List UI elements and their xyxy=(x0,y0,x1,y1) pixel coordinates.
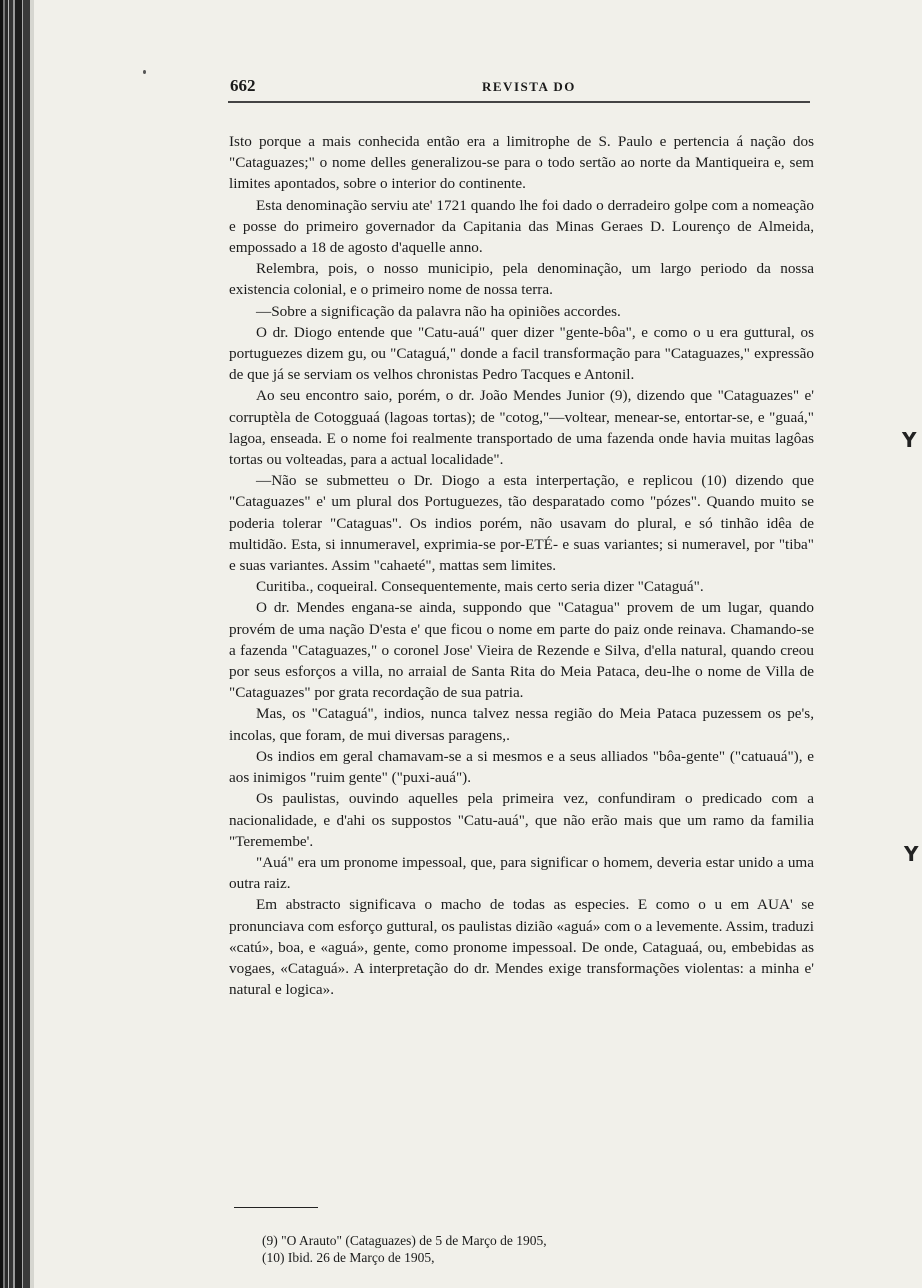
paragraph: —Não se submetteu o Dr. Diogo a esta interpertação, e replicou (10) dizendo que "Cataguazes" e' um plural dos Portuguezes, tão desparatado como "pózes". Quando muito se poderia tolerar "Cataguas". Os indios porém, não usavam do plural, e só tinhão idêa de multidão. Esta, si innumeravel, exprimia-se por-ETÉ- e suas variantes; si numeravel, por "tiba" e suas variantes. Assim "cahaeté", mattas sem limites. xyxy=(229,472,814,575)
margin-mark: Y xyxy=(902,428,917,452)
footnote-rule xyxy=(234,1207,318,1208)
footnote: (9) "O Arauto" (Cataguazes) de 5 de Março de 1905, xyxy=(262,1233,547,1248)
running-title: REVISTA DO xyxy=(482,79,576,94)
paper-speck xyxy=(143,70,146,74)
paragraph: Os paulistas, ouvindo aquelles pela primeira vez, confundiram o predicado com a nacionalidade, e d'ahi os suppostos "Catu-auá", que não erão mais que um ramo da familia "Teremembe'. xyxy=(229,790,814,850)
page-number: 662 xyxy=(230,76,256,95)
book-binding-edge xyxy=(0,0,34,1288)
paragraph: Os indios em geral chamavam-se a si mesmos e a seus alliados "bôa-gente" ("catuauá"), e aos inimigos "ruim gente" ("puxi-auá"). xyxy=(229,747,814,787)
paragraph: —Sobre a significação da palavra não ha opiniões accordes. xyxy=(256,302,621,320)
margin-mark: Y xyxy=(904,842,919,866)
page-header xyxy=(228,76,812,100)
paragraph: O dr. Diogo entende que "Catu-auá" quer dizer "gente-bôa", e como o u era guttural, os portuguezes dizem gu, ou "Cataguá," donde a facil transformação para "Cataguazes," expressão de que já se serviam os velhos chronistas Pedro Tacques e Antonil. xyxy=(229,323,814,384)
footnotes xyxy=(262,1232,782,1266)
paragraph: Esta denominação serviu ate' 1721 quando lhe foi dado o derradeiro golpe com a nomeação e posse do primeiro governador da Capitania das Minas Geraes D. Lourenço de Almeida, empossado a 18 de agosto d'aquelle anno. xyxy=(229,196,814,257)
paragraph: Relembra, pois, o nosso municipio, pela denominação, um largo periodo da nossa existencia colonial, e o primeiro nome de nossa terra. xyxy=(229,260,814,299)
paragraph: Em abstracto significava o macho de todas as especies. E como o u em AUA' se pronunciava com esforço guttural, os paulistas dizião «aguá» com o a levemente. Assim, traduzi «catú», boa, e «aguá», gente, como pronome impessoal. De onde, Cataguaá, ou, embebidas as vogaes, «Cataguá». A interpretação do dr. Mendes exige transformações violentas: a minha e' natural e logica». xyxy=(229,896,814,999)
paragraph: Mas, os "Cataguá", indios, nunca talvez nessa região do Meia Pataca puzessem os pe's, incolas, que foram, de mui diversas paragens,. xyxy=(229,705,814,744)
footnote: (10) Ibid. 26 de Março de 1905, xyxy=(262,1250,435,1265)
header-rule xyxy=(228,101,810,103)
paragraph: Curitiba., coqueiral. Consequentemente, mais certo seria dizer "Cataguá". xyxy=(256,578,704,596)
paragraph: O dr. Mendes engana-se ainda, suppondo que "Catagua" provem de um lugar, quando provém de uma nação D'esta e' que ficou o nome em parte do paiz onde reinava. Chamando-se a fazenda "Cataguazes," o coronel Jose' Vieira de Rezende e Silva, d'ella natural, quando creou por seus esforços a villa, no arraial de Santa Rita do Meia Pataca, deu-lhe o nome de Villa de "Cataguazes" por grata recordação de sua patria. xyxy=(229,599,814,702)
paragraph: Ao seu encontro saio, porém, o dr. João Mendes Junior (9), dizendo que "Cataguazes" e' corruptèla de Cotogguaá (lagoas tortas); de "cotog,"—voltear, menear-se, entortar-se, e "guaá," lagoa, enseada. E o nome foi realmente transportado de uma fazenda onde havia muitas lagôas tortas ou volteadas, para a actual localidade". xyxy=(229,387,814,469)
body-text xyxy=(229,131,814,1000)
paragraph: "Auá" era um pronome impessoal, que, para significar o homem, deveria estar unido a uma outra raiz. xyxy=(229,853,814,893)
paragraph: Isto porque a mais conhecida então era a limitrophe de S. Paulo e pertencia á nação dos "Cataguazes;" o nome delles generalizou-se para o todo sertão ao norte da Mantiqueira e, sem limites apontados, sobre o interior do continente. xyxy=(229,133,814,193)
